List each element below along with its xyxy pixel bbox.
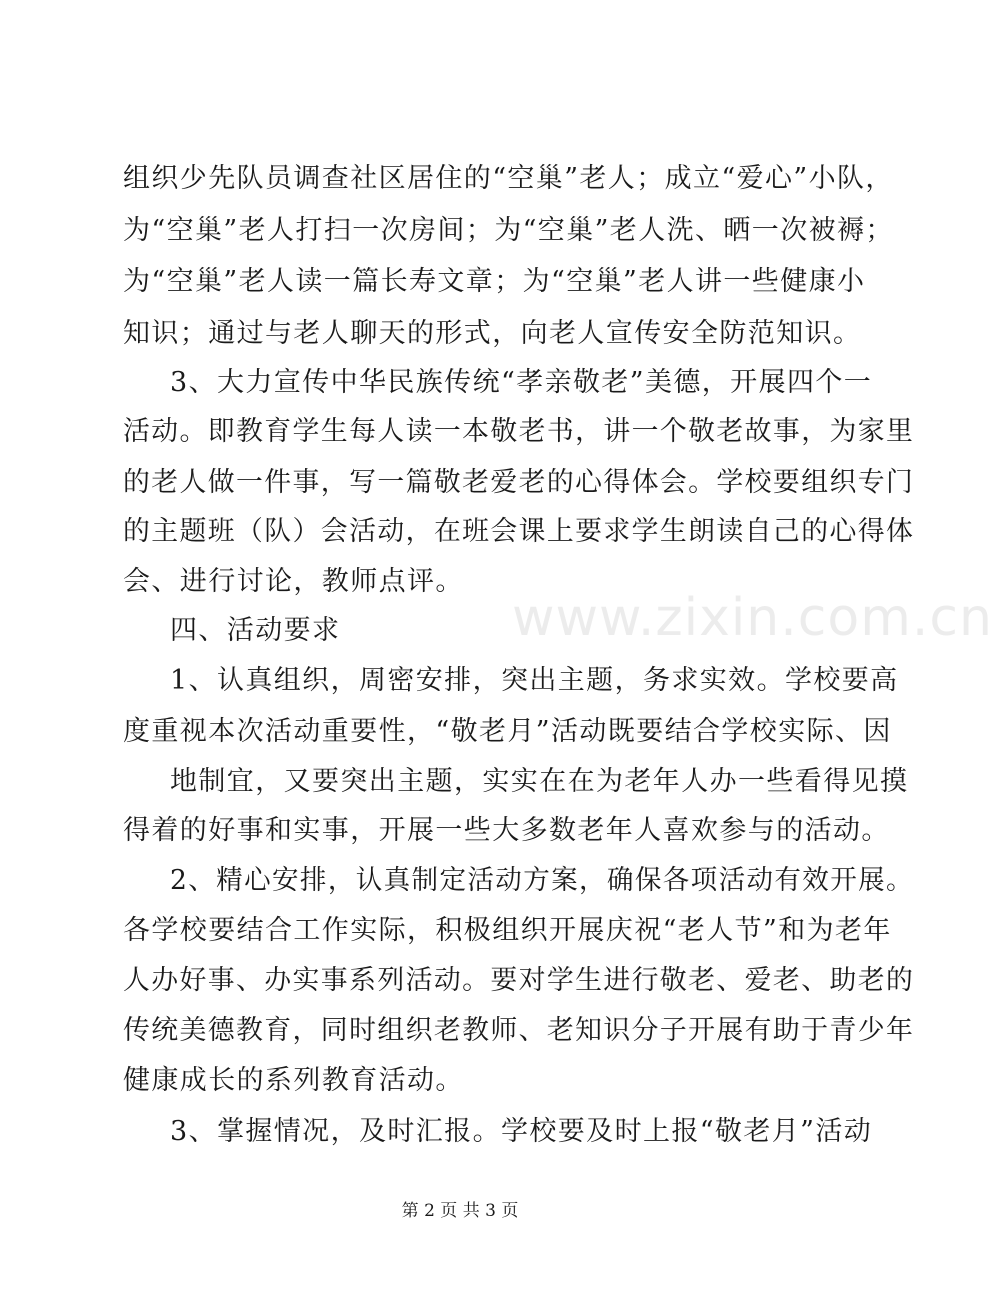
body-line: 人办好事、办实事系列活动。要对学生进行敬老、爱老、助老的 [123,965,915,996]
section-heading: 四、活动要求 [170,615,341,646]
body-line: 的老人做一件事，写一篇敬老爱老的心得体会。学校要组织专门 [123,467,915,498]
body-line: 地制宜，又要突出主题，实实在在为老年人办一些看得见摸 [170,766,909,797]
body-line: 得着的好事和实事，开展一些大多数老年人喜欢参与的活动。 [123,815,890,846]
page-footer: 第 2 页 共 3 页 [401,1201,519,1221]
body-line: 健康成长的系列教育活动。 [123,1065,464,1096]
body-line: 为“空巢”老人打扫一次房间；为“空巢”老人洗、晒一次被褥； [123,215,894,246]
body-line: 2、精心安排，认真制定活动方案，确保各项活动有效开展。 [170,865,914,896]
body-line: 各学校要结合工作实际，积极组织开展庆祝“老人节”和为老年 [123,915,892,946]
body-line: 传统美德教育，同时组织老教师、老知识分子开展有助于青少年 [123,1015,915,1046]
body-line: 的主题班（队）会活动，在班会课上要求学生朗读自己的心得体 [123,516,915,547]
body-line: 为“空巢”老人读一篇长寿文章；为“空巢”老人讲一些健康小 [123,266,866,297]
body-line: 3、掌握情况，及时汇报。学校要及时上报“敬老月”活动 [170,1116,873,1147]
body-line: 3、大力宣传中华民族传统“孝亲敬老”美德，开展四个一 [170,367,873,398]
body-line: 度重视本次活动重要性，“敬老月”活动既要结合学校实际、因 [123,716,892,747]
body-line: 组织少先队员调查社区居住的“空巢”老人；成立“爱心”小队， [123,163,894,194]
body-line: 活动。即教育学生每人读一本敬老书，讲一个敬老故事，为家里 [123,416,915,447]
watermark: www.zixin.com.cn [512,588,993,648]
body-line: 1、认真组织，周密安排，突出主题，务求实效。学校要高 [170,665,899,696]
body-line: 会、进行讨论，教师点评。 [123,566,464,597]
body-line: 知识；通过与老人聊天的形式，向老人宣传安全防范知识。 [123,318,862,349]
